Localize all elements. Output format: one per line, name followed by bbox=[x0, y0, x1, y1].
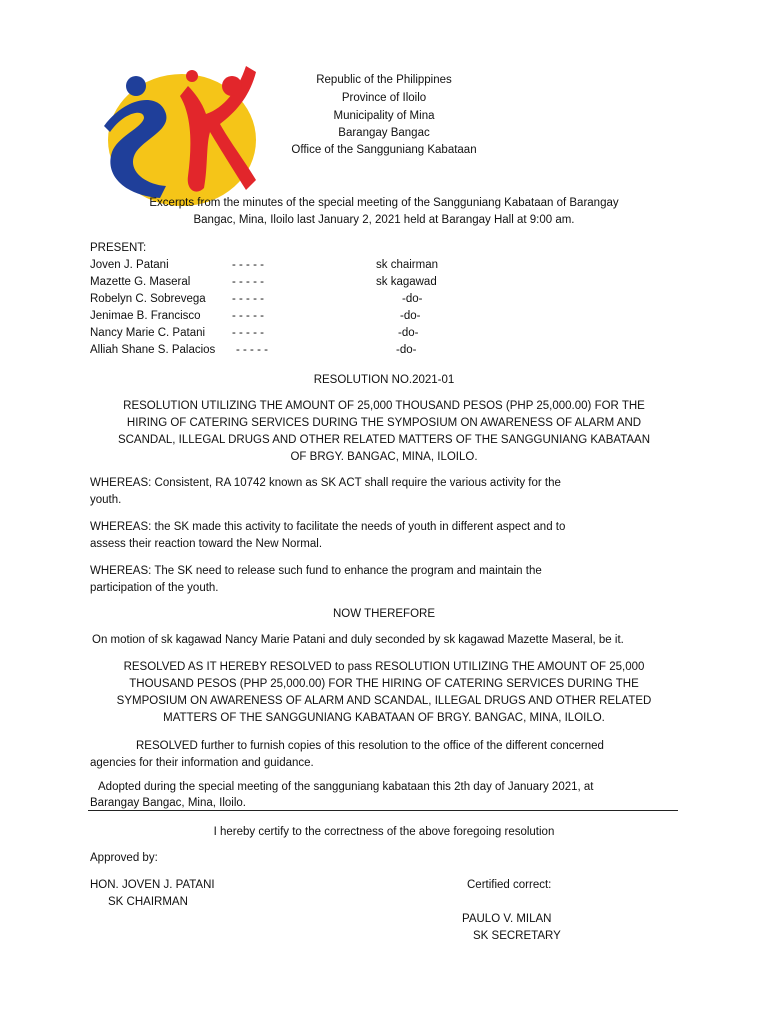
whereas-3-line-2: participation of the youth. bbox=[90, 582, 219, 594]
member-name: Joven J. Patani bbox=[90, 259, 169, 271]
chairman-name: HON. JOVEN J. PATANI bbox=[90, 879, 215, 891]
resolved-line: MATTERS OF THE SANGGUNIANG KABATAAN OF BRGY. BANGAC, MINA, ILOILO. bbox=[163, 712, 605, 724]
divider-line bbox=[88, 810, 678, 811]
resolution-title-line: SCANDAL, ILLEGAL DRUGS AND OTHER RELATED MATTERS OF THE SANGGUNIANG KABATAAN bbox=[117, 434, 651, 446]
resolution-title-line: OF BRGY. BANGAC, MINA, ILOILO. bbox=[290, 451, 478, 463]
intro-line-2: Bangac, Mina, Iloilo last January 2, 2021 held at Barangay Hall at 9:00 am. bbox=[193, 214, 575, 226]
resolved-further-line-2: agencies for their information and guidance. bbox=[90, 757, 314, 769]
resolved-line: RESOLVED AS IT HEREBY RESOLVED to pass RESOLUTION UTILIZING THE AMOUNT OF 25,000 bbox=[123, 661, 645, 673]
member-name: Nancy Marie C. Patani bbox=[90, 327, 206, 339]
adopted-line-1: Adopted during the special meeting of the sangguniang kabataan this 2th day of January 2021, at bbox=[98, 781, 594, 793]
member-dashes: - - - - - bbox=[232, 327, 264, 339]
approved-by-label: Approved by: bbox=[90, 852, 158, 864]
member-dashes: - - - - - bbox=[232, 310, 264, 322]
whereas-2-line-1: WHEREAS: the SK made this activity to facilitate the needs of youth in different aspect and to bbox=[90, 521, 566, 533]
header-municipality: Municipality of Mina bbox=[333, 110, 435, 122]
member-dashes: - - - - - bbox=[232, 259, 264, 271]
secretary-name: PAULO V. MILAN bbox=[462, 913, 552, 925]
whereas-3-line-1: WHEREAS: The SK need to release such fund to enhance the program and maintain the bbox=[90, 565, 542, 577]
resolution-title-line: RESOLUTION UTILIZING THE AMOUNT OF 25,000 THOUSAND PESOS (PHP 25,000.00) FOR THE bbox=[123, 400, 645, 412]
present-label: PRESENT: bbox=[90, 242, 147, 254]
resolved-line: THOUSAND PESOS (PHP 25,000.00) FOR THE HIRING OF CATERING SERVICES DURING THE bbox=[129, 678, 639, 690]
whereas-1-line-2: youth. bbox=[90, 494, 122, 506]
adopted-line-2: Barangay Bangac, Mina, Iloilo. bbox=[90, 797, 246, 809]
member-role: -do- bbox=[400, 310, 421, 322]
whereas-2-line-2: assess their reaction toward the New Normal. bbox=[90, 538, 323, 550]
secretary-title: SK SECRETARY bbox=[473, 930, 561, 942]
member-name: Alliah Shane S. Palacios bbox=[90, 344, 216, 356]
whereas-1-line-1: WHEREAS: Consistent, RA 10742 known as SK ACT shall require the various activity for the bbox=[90, 477, 561, 489]
member-name: Robelyn C. Sobrevega bbox=[90, 293, 206, 305]
member-role: sk chairman bbox=[376, 259, 438, 271]
member-role: -do- bbox=[396, 344, 417, 356]
certify-statement: I hereby certify to the correctness of the above foregoing resolution bbox=[213, 826, 555, 838]
header-republic: Republic of the Philippines bbox=[316, 74, 452, 86]
intro-line-1: Excerpts from the minutes of the special meeting of the Sangguniang Kabataan of Barangay bbox=[149, 197, 619, 209]
header-province: Province of Iloilo bbox=[341, 92, 427, 104]
header-office: Office of the Sangguniang Kabataan bbox=[291, 144, 477, 156]
chairman-title: SK CHAIRMAN bbox=[108, 896, 188, 908]
header-barangay: Barangay Bangac bbox=[338, 127, 430, 139]
resolution-title-line: HIRING OF CATERING SERVICES DURING THE SYMPOSIUM ON AWARENESS OF ALARM AND bbox=[126, 417, 642, 429]
now-therefore: NOW THEREFORE bbox=[332, 608, 435, 620]
resolved-further-line-1: RESOLVED further to furnish copies of this resolution to the office of the different concerned bbox=[136, 740, 604, 752]
member-role: -do- bbox=[402, 293, 423, 305]
member-dashes: - - - - - bbox=[232, 276, 264, 288]
member-name: Mazette G. Maseral bbox=[90, 276, 191, 288]
member-dashes: - - - - - bbox=[232, 293, 264, 305]
certified-correct-label: Certified correct: bbox=[467, 879, 552, 891]
motion-text: On motion of sk kagawad Nancy Marie Patani and duly seconded by sk kagawad Mazette Maseral, be it. bbox=[92, 634, 624, 646]
resolution-number: RESOLUTION NO.2021-01 bbox=[313, 374, 455, 386]
resolved-line: SYMPOSIUM ON AWARENESS OF ALARM AND SCANDAL, ILLEGAL DRUGS AND OTHER RELATED bbox=[116, 695, 652, 707]
member-dashes: - - - - - bbox=[236, 344, 268, 356]
member-role: sk kagawad bbox=[376, 276, 437, 288]
member-name: Jenimae B. Francisco bbox=[90, 310, 201, 322]
member-role: -do- bbox=[398, 327, 419, 339]
